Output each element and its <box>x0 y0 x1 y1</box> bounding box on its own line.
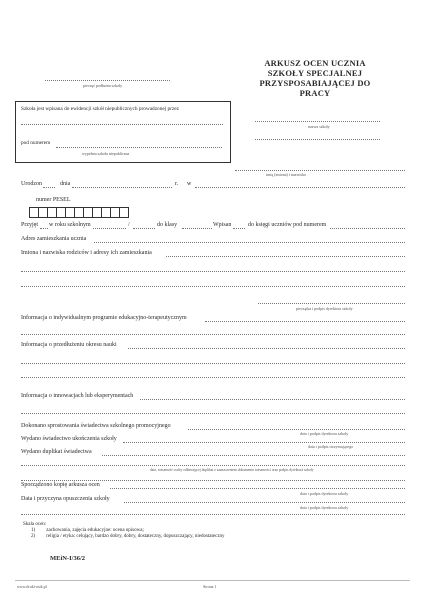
completion-caption: data i podpis otrzymującego <box>308 444 354 449</box>
grade-item-2-text: religia / etyka: celujący, bardzo dobry, dobry, dostateczny, dopuszczający, niedostateczny <box>46 534 225 539</box>
grade-item-1-num: 1) <box>31 528 36 533</box>
individual-program-label: Informacja o indywidualnym programie edukacyjno-terapeutycznym <box>21 315 187 321</box>
registry-line-1: Szkoła jest wpisana do ewidencji szkół niepublicznych prowadzonej przez <box>21 106 179 112</box>
promotion-caption: data i podpis dyrektora szkoły <box>300 431 349 436</box>
completion-issued-label: Wydano świadectwo ukończenia szkoły <box>21 436 117 442</box>
extension-label: Informacja o przedłużeniu okresu nauki <box>21 342 117 348</box>
admitted-label: Przyjęt <box>21 222 38 228</box>
day-label: dnia <box>60 181 71 187</box>
stamp-caption: pieczęć podłużna szkoły <box>83 83 123 88</box>
copy-made-label: Sporządzono kopię arkusza ocen <box>21 482 100 488</box>
copy-made-caption: data i podpis dyrektora szkoły <box>300 491 349 496</box>
registry-box <box>15 101 231 163</box>
title-line-3: PRZYSPOSABIAJĄCEJ DO PRACY <box>259 78 371 98</box>
slash: / <box>128 222 130 228</box>
grade-item-1-text: zachowania, zajęcia edukacyjne: ocena opisowa; <box>46 528 144 533</box>
in-label: w <box>187 181 192 187</box>
registry-caption: wypełnia szkoła niepubliczna <box>82 151 130 156</box>
born-label: Urodzon <box>21 181 42 187</box>
innovations-label: Informacja o innowacjach lub eksperymentach <box>21 393 134 399</box>
duplicate-label: Wydano duplikat świadectwa <box>21 449 92 455</box>
leaving-label: Data i przyczyna opuszczenia szkoły <box>21 496 110 502</box>
class-label: do klasy <box>157 222 178 228</box>
parents-label: Imiona i nazwiska rodziców i adresy ich zamieszkania <box>21 250 152 256</box>
title-line-1: ARKUSZ OCEN UCZNIA <box>264 58 366 68</box>
title-line-2: SZKOŁY SPECJALNEJ <box>267 68 363 78</box>
form-title <box>250 58 380 98</box>
director-signature-caption: pieczątka i podpis dyrektora szkoły <box>296 306 353 311</box>
registry-line-2: pod numerem <box>21 140 51 146</box>
footer-rule <box>15 580 410 581</box>
grade-scale-title: Skala ocen: <box>23 522 47 527</box>
pesel-label: numer PESEL <box>36 197 71 203</box>
leaving-caption: data i podpis dyrektora szkoły <box>300 505 349 510</box>
duplicate-caption: data, tożsamość osoby odbierającej duplikat z zaznaczeniem dokumentu tożsamości oraz podpis dyrektora szkoły <box>150 468 314 472</box>
footer-page: Strona 1 <box>203 584 217 589</box>
grade-scale <box>23 522 225 539</box>
pesel-grid[interactable] <box>29 207 129 218</box>
book-label: do księgi uczniów pod numerem <box>248 222 327 228</box>
school-year-label: w roku szkolnym <box>49 222 91 228</box>
promotion-correction-label: Dokonano sprostowania świadectwa szkolnego promocyjnego <box>21 423 171 429</box>
address-label: Adres zamieszkania ucznia <box>21 236 87 242</box>
entry-label: Wpisan <box>213 222 232 228</box>
year-abbr: r. <box>175 181 179 187</box>
footer-website: www.druki-asik.pl <box>17 584 47 589</box>
school-name-caption: nazwa szkoły <box>308 124 330 129</box>
form-code: MEiN-I/36/2 <box>50 555 86 562</box>
student-name-caption: imię (imiona) i nazwisko <box>266 172 307 177</box>
grade-item-2-num: 2) <box>31 534 36 539</box>
